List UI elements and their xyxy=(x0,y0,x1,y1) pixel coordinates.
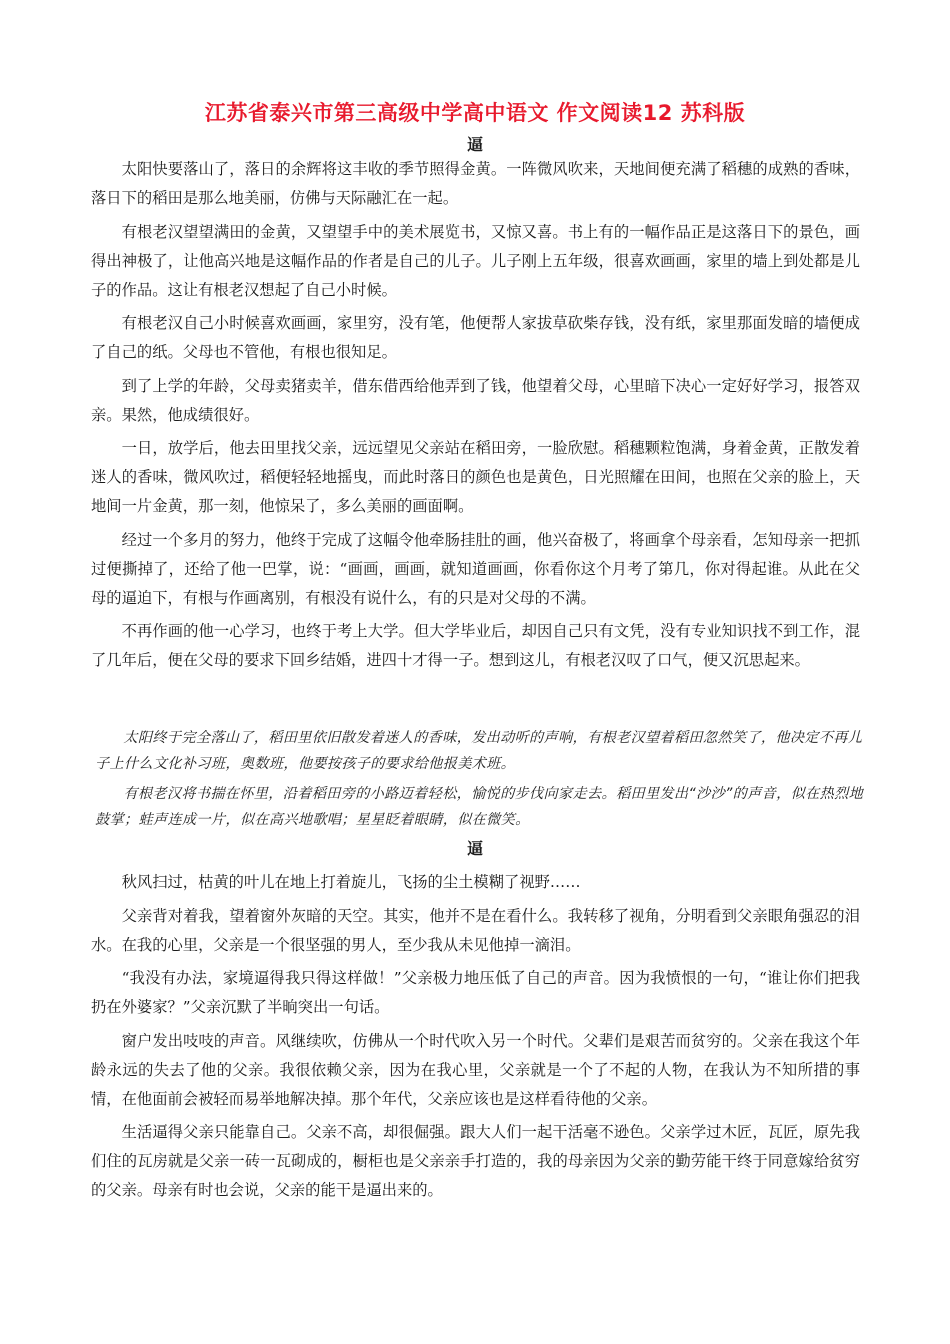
handwritten-paragraph: 有根老汉将书揣在怀里，沿着稻田旁的小路迈着轻松，愉悦的步伐向家走去。稻田里发出“沙沙”的声音，似在热烈地鼓掌；蛙声连成一片，似在高兴地歌唱；星星眨着眼睛，似在微笑。 xyxy=(95,786,864,828)
essay1-paragraph: 不再作画的他一心学习，也终于考上大学。但大学毕业后，却因自己只有文凭，没有专业知识找不到工作，混了几年后，便在父母的要求下回乡结婚，进四十才得一子。想到这儿，有根老汉叹了口气，便又沉思起来。 xyxy=(91,622,860,669)
essay2-paragraph: 窗户发出吱吱的声音。风继续吹，仿佛从一个时代吹入另一个时代。父辈们是艰苦而贫穷的。父亲在我这个年龄永远的失去了他的父亲。我很依赖父亲，因为在我心里，父亲就是一个了不起的人物，在我认为不知所措的事情，在他面前会被轻而易举地解决掉。那个年代，父亲应该也是这样看待他的父亲。 xyxy=(91,1031,860,1108)
essay1-paragraph: 到了上学的年龄，父母卖猪卖羊，借东借西给他弄到了钱，他望着父母，心里暗下决心一定好好学习，报答双亲。果然，他成绩很好。 xyxy=(91,376,860,424)
essay1-title: 逼 xyxy=(466,135,483,154)
essay1-paragraph: 一日，放学后，他去田里找父亲，远远望见父亲站在稻田旁，一脸欣慰。稻穗颗粒饱满，身着金黄，正散发着迷人的香味，微风吹过，稻便轻轻地摇曳，而此时落日的颜色也是黄色，日光照耀在田间，也照在父亲的脸上，天地间一片金黄，那一刻，他惊呆了，多么美丽的画面啊。 xyxy=(91,439,860,515)
document-title: 江苏省泰兴市第三高级中学高中语文 作文阅读12 苏科版 xyxy=(204,101,746,125)
essay1-paragraph: 有根老汉望望满田的金黄，又望望手中的美术展览书，又惊又喜。书上有的一幅作品正是这落日下的景色，画得出神极了，让他高兴地是这幅作品的作者是自己的儿子。儿子刚上五年级，很喜欢画画，家里的墙上到处都是儿子的作品。这让有根老汉想起了自己小时候。 xyxy=(91,222,860,299)
essay2-title: 逼 xyxy=(466,839,483,858)
essay1-handwritten-ending xyxy=(95,725,875,837)
essay1-body xyxy=(91,155,860,680)
essay2-body xyxy=(91,868,860,1210)
handwritten-paragraph: 太阳终于完全落山了，稻田里依旧散发着迷人的香味，发出动听的声响，有根老汉望着稻田忽然笑了，他决定不再儿子上什么文化补习班，奥数班，他要按孩子的要求给他报美术班。 xyxy=(95,730,863,772)
essay2-paragraph: “我没有办法，家境逼得我只得这样做！”父亲极力地压低了自己的声音。因为我愤恨的一句，“谁让你们把我扔在外婆家？”父亲沉默了半晌突出一句话。 xyxy=(91,969,860,1016)
essay1-paragraph: 经过一个多月的努力，他终于完成了这幅令他牵肠挂肚的画，他兴奋极了，将画拿个母亲看，怎知母亲一把抓过便撕掉了，还给了他一巴掌，说：“画画，画画，就知道画画，你看你这个月考了第几，你对得起谁。从此在父母的逼迫下，有根与作画离别，有根没有说什么，有的只是对父母的不满。 xyxy=(91,530,860,607)
essay2-paragraph: 生活逼得父亲只能靠自己。父亲不高，却很倔强。跟大人们一起干活毫不逊色。父亲学过木匠，瓦匠，原先我们住的瓦房就是父亲一砖一瓦砌成的，橱柜也是父亲亲手打造的，我的母亲因为父亲的勤劳能干终于同意嫁给贫穷的父亲。母亲有时也会说，父亲的能干是逼出来的。 xyxy=(91,1123,860,1199)
essay1-paragraph: 太阳快要落山了，落日的余辉将这丰收的季节照得金黄。一阵微风吹来，天地间便充满了稻穗的成熟的香味，落日下的稻田是那么地美丽，仿佛与天际融汇在一起。 xyxy=(91,160,860,207)
essay2-paragraph: 秋风扫过，枯黄的叶儿在地上打着旋儿，飞扬的尘土模糊了视野…… xyxy=(121,873,581,891)
essay1-paragraph: 有根老汉自己小时候喜欢画画，家里穷，没有笔，他便帮人家拔草砍柴存钱，没有纸，家里那面发暗的墙便成了自己的纸。父母也不管他，有根也很知足。 xyxy=(91,314,860,361)
essay2-paragraph: 父亲背对着我，望着窗外灰暗的天空。其实，他并不是在看什么。我转移了视角，分明看到父亲眼角强忍的泪水。在我的心里，父亲是一个很坚强的男人，至少我从未见他掉一滴泪。 xyxy=(91,906,860,954)
